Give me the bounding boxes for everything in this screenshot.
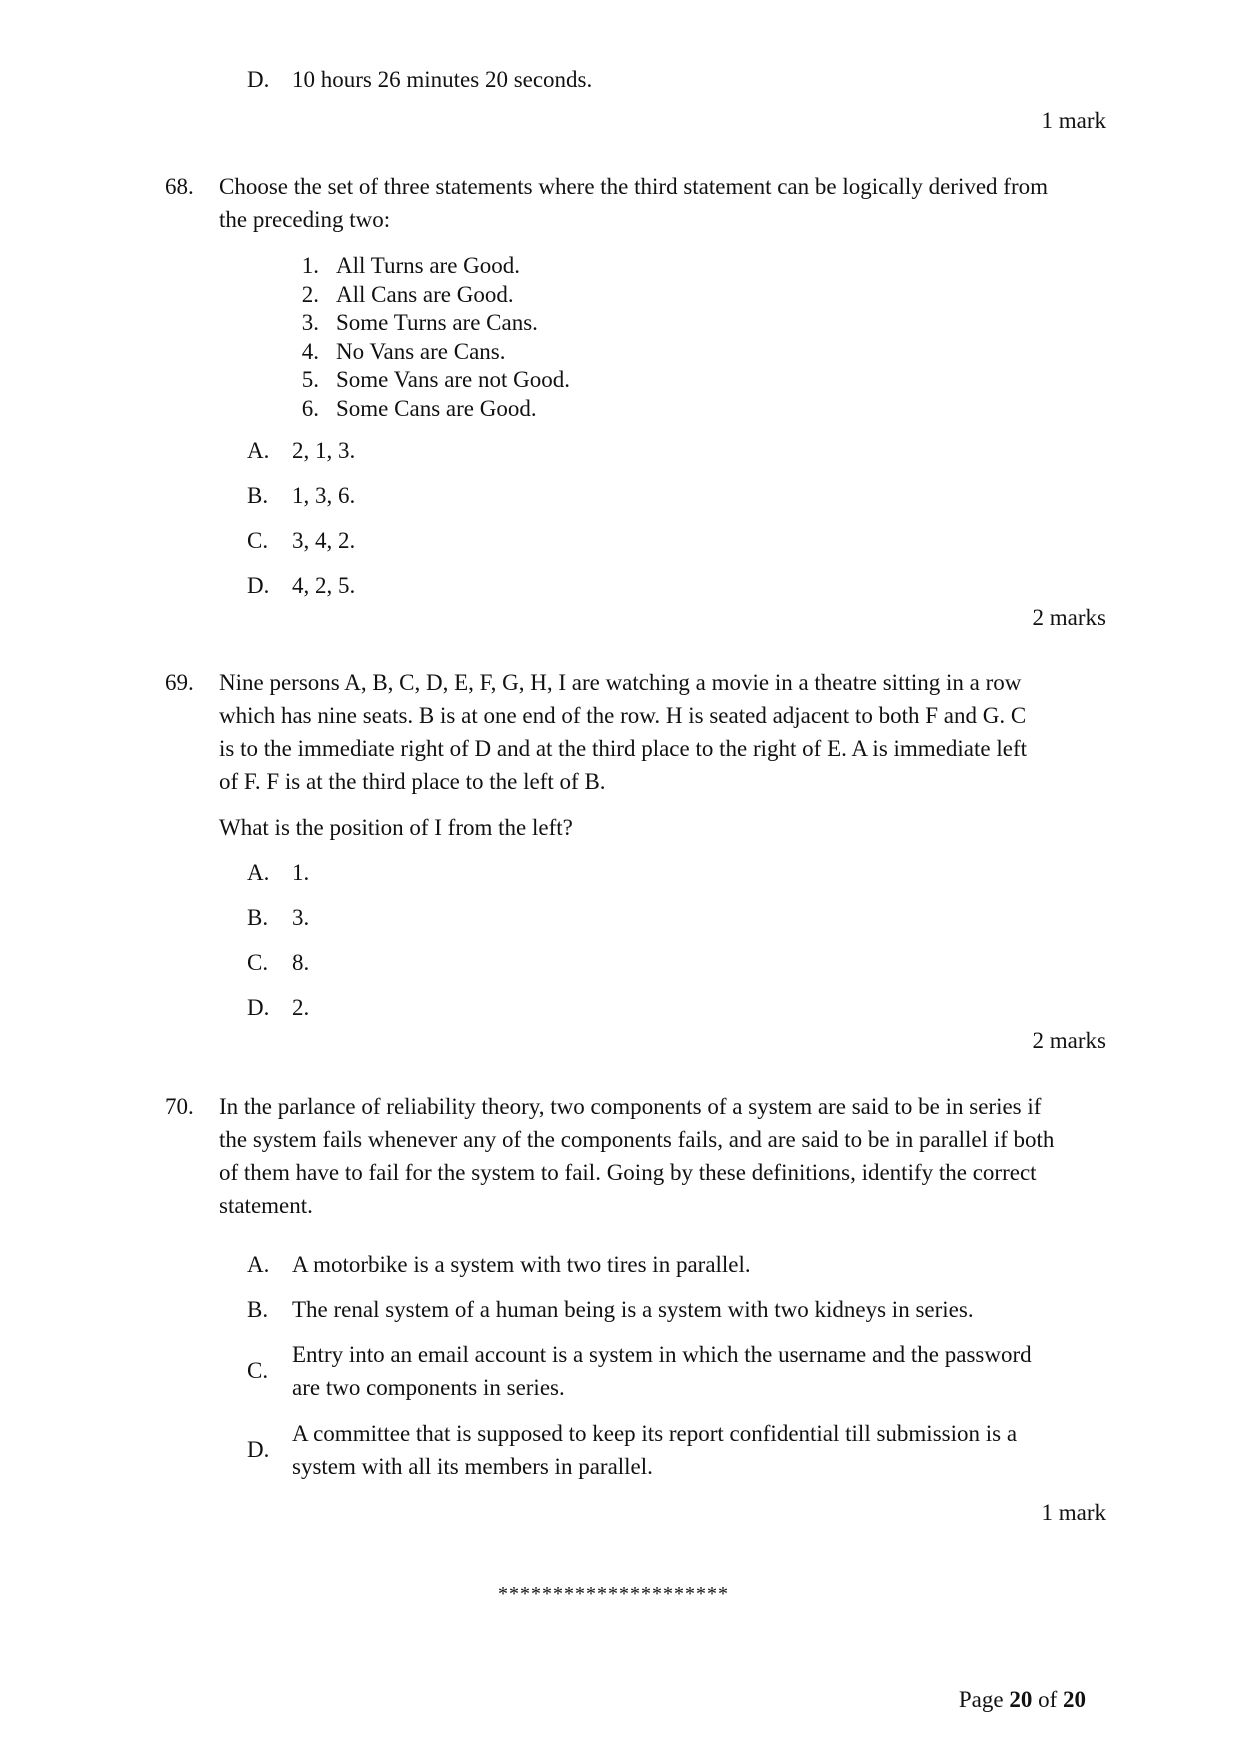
marks-label: 2 marks [1032,605,1106,630]
question-prompt: What is the position of I from the left? [219,815,573,840]
statement-text: No Vans are Cans. [336,339,506,364]
statement-number: 6. [301,396,319,421]
end-separator: ********************* [498,1583,729,1605]
option-text: 2, 1, 3. [292,438,356,463]
option-letter: C. [247,950,269,975]
question-text-line: of F. F is at the third place to the left of B. [219,769,606,794]
option-letter: D. [247,573,270,598]
option-letter: D. [247,995,270,1020]
question-text-line: statement. [219,1193,313,1218]
statement-text: All Turns are Good. [336,253,521,278]
option-letter: A. [247,860,270,885]
marks-label: 1 mark [1041,108,1106,133]
option-text: 3, 4, 2. [292,528,356,553]
question-number: 68. [165,174,194,199]
option-text: A motorbike is a system with two tires in parallel. [292,1252,751,1277]
question-text-line: Nine persons A, B, C, D, E, F, G, H, I are watching a movie in a theatre sitting in a row [219,670,1022,695]
statement-text: Some Vans are not Good. [336,367,571,392]
option-text: 2. [292,995,310,1020]
page-current: 20 [1009,1687,1033,1712]
option-text: 8. [292,950,310,975]
option-text: system with all its members in parallel. [292,1454,653,1479]
option-letter: A. [247,1252,270,1277]
option-d-letter: D. [247,67,270,92]
option-text: are two components in series. [292,1375,565,1400]
option-text: 1. [292,860,310,885]
question-text-line: is to the immediate right of D and at the third place to the right of E. A is immediate left [219,736,1027,761]
option-text: Entry into an email account is a system in which the username and the password [292,1342,1032,1367]
page-of: of [1038,1687,1058,1712]
option-d-text: 10 hours 26 minutes 20 seconds. [292,67,593,92]
page-total: 20 [1063,1687,1086,1712]
question-prompt: the preceding two: [219,207,391,232]
option-text: The renal system of a human being is a system with two kidneys in series. [292,1297,974,1322]
statement-number: 2. [301,282,319,307]
option-letter: B. [247,1297,269,1322]
statement-text: Some Cans are Good. [336,396,537,421]
statement-number: 4. [301,339,319,364]
option-letter: B. [247,483,269,508]
option-text: A committee that is supposed to keep its report confidential till submission is a [292,1421,1018,1446]
question-prompt: Choose the set of three statements where the third statement can be logically derived from [219,174,1048,199]
option-text: 3. [292,905,310,930]
statement-number: 3. [301,310,319,335]
option-letter: B. [247,905,269,930]
question-text-line: In the parlance of reliability theory, two components of a system are said to be in series if [219,1094,1042,1119]
question-text-line: the system fails whenever any of the components fails, and are said to be in parallel if both [219,1127,1055,1152]
option-letter: C. [247,1358,269,1383]
statement-number: 1. [301,253,319,278]
question-text-line: which has nine seats. B is at one end of the row. H is seated adjacent to both F and G. C [219,703,1027,728]
option-letter: A. [247,438,270,463]
marks-label: 2 marks [1032,1028,1106,1053]
page-prefix: Page [958,1687,1004,1712]
option-text: 4, 2, 5. [292,573,356,598]
question-number: 70. [165,1094,194,1119]
question-number: 69. [165,670,194,695]
statement-text: All Cans are Good. [336,282,514,307]
statement-number: 5. [301,367,319,392]
option-letter: C. [247,528,269,553]
question-text-line: of them have to fail for the system to fail. Going by these definitions, identify the correct [219,1160,1037,1185]
statement-text: Some Turns are Cans. [336,310,538,335]
option-text: 1, 3, 6. [292,483,356,508]
page-number [959,1683,1086,1717]
marks-label: 1 mark [1041,1500,1106,1525]
option-letter: D. [247,1437,270,1462]
